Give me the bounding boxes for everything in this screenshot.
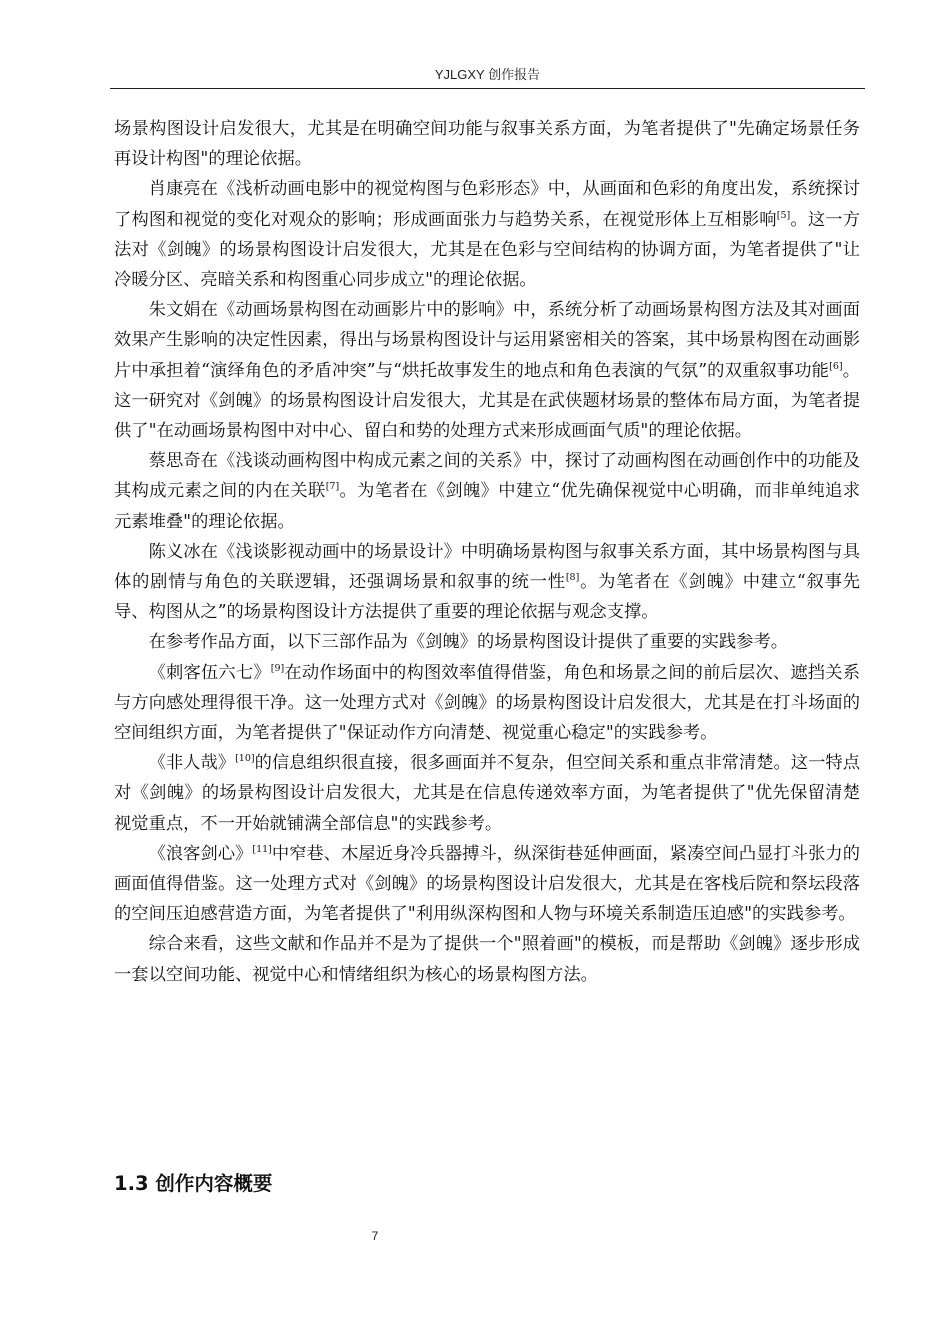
- citation-ref: [7]: [325, 481, 340, 493]
- paragraph-text: 陈义冰在《浅谈影视动画中的场景设计》中明确场景构图与叙事关系方面，其中场景构图与具体的剧情与角色的关联逻辑，还强调场景和叙事的统一性: [114, 541, 860, 593]
- paragraph-2: [114, 295, 860, 446]
- paragraph-text: 肖康亮在《浅析动画电影中的视觉构图与色彩形态》中，从画面和色彩的角度出发，系统探讨了构图和视觉的变化对观众的影响；形成画面张力与趋势关系，在视觉形体上互相影响: [114, 179, 860, 230]
- citation-ref: [11]: [252, 843, 272, 855]
- citation-ref: [10]: [235, 753, 255, 765]
- paragraph-text: 。为笔者在《剑魄》中建立“叙事先导、构图从之”的场景构图设计方法提供了重要的理论依据与观念支撑。: [114, 572, 860, 623]
- paragraph-3: [114, 446, 860, 537]
- paragraph-7: [114, 748, 860, 839]
- citation-ref: [9]: [270, 662, 285, 674]
- section-heading: [114, 1167, 860, 1201]
- paragraph-6: [114, 658, 860, 749]
- paragraph-4: [114, 537, 860, 628]
- paragraph-text: 。为笔者在《剑魄》中建立“优先确保视觉中心明确，而非单纯追求元素堆叠"的理论依据。: [114, 481, 860, 532]
- paragraph-text: 朱文娟在《动画场景构图在动画影片中的影响》中，系统分析了动画场景构图方法及其对画面效果产生影响的决定性因素，得出与场景构图设计与运用紧密相关的答案，其中场景构图在动画影片中承担着“演绎角色的矛盾冲突”与“烘托故事发生的地点和角色表演的气氛”的双重叙事功能: [114, 300, 860, 381]
- citation-ref: [8]: [565, 572, 580, 584]
- section-number: 1.3: [114, 1172, 149, 1195]
- section-title: 创作内容概要: [155, 1172, 273, 1195]
- paragraph-text: 《刺客伍六七》: [148, 662, 271, 683]
- paragraph-text: 中窄巷、木屋近身冷兵器搏斗，纵深街巷延伸画面，紧凑空间凸显打斗张力的画面值得借鉴。这一处理方式对《剑魄》的场景构图设计启发很大，尤其是在客栈后院和祭坛段落的空间压迫感营造方面，为笔者提供了"利用纵深构图和人物与环境关系制造压迫感"的实践参考。: [114, 843, 860, 925]
- page-header: YJLGXY 创作报告: [434, 67, 541, 82]
- paragraph-text: 。这一研究对《剑魄》的场景构图设计启发很大，尤其是在武侠题材场景的整体布局方面，为笔者提供了"在动画场景构图中对中心、留白和势的处理方式来形成画面气质"的理论依据。: [114, 360, 860, 442]
- paragraph-text: 在参考作品方面，以下三部作品为《剑魄》的场景构图设计提供了重要的实践参考。: [148, 632, 789, 653]
- paragraph-text: 蔡思奇在《浅谈动画构图中构成元素之间的关系》中，探讨了动画构图在动画创作中的功能及其构成元素之间的内在关联: [114, 451, 860, 502]
- header-rule: [110, 88, 865, 89]
- paragraph-5: [114, 627, 860, 657]
- paragraph-1: [114, 174, 860, 295]
- paragraph-9: [114, 929, 860, 989]
- paragraph-text: 的信息组织很直接，很多画面并不复杂，但空间关系和重点非常清楚。这一特点对《剑魄》的场景构图设计启发很大，尤其是在信息传递效率方面，为笔者提供了"优先保留清楚视觉重点，不一开始就铺满全部信息"的实践参考。: [114, 753, 860, 834]
- paragraph-8: [114, 839, 860, 930]
- paragraph-text: 《浪客剑心》: [148, 843, 253, 864]
- body-text: [114, 114, 860, 990]
- paragraph-text: 场景构图设计启发很大，尤其是在明确空间功能与叙事关系方面，为笔者提供了"先确定场景任务再设计构图"的理论依据。: [114, 119, 860, 170]
- page-number: 7: [371, 1229, 379, 1243]
- paragraph-0: [114, 114, 860, 174]
- paragraph-text: 在动作场面中的构图效率值得借鉴，角色和场景之间的前后层次、遮挡关系与方向感处理得很干净。这一处理方式对《剑魄》的场景构图设计启发很大，尤其是在打斗场面的空间组织方面，为笔者提供了"保证动作方向清楚、视觉重心稳定"的实践参考。: [114, 662, 860, 744]
- citation-ref: [5]: [776, 209, 791, 221]
- paragraph-text: 综合来看，这些文献和作品并不是为了提供一个"照着画"的模板，而是帮助《剑魄》逐步形成一套以空间功能、视觉中心和情绪组织为核心的场景构图方法。: [114, 934, 860, 985]
- paragraph-text: 《非人哉》: [148, 753, 236, 774]
- citation-ref: [6]: [829, 360, 843, 372]
- paragraph-text: 。这一方法对《剑魄》的场景构图设计启发很大，尤其是在色彩与空间结构的协调方面，为笔者提供了"让冷暖分区、亮暗关系和构图重心同步成立"的理论依据。: [114, 209, 860, 291]
